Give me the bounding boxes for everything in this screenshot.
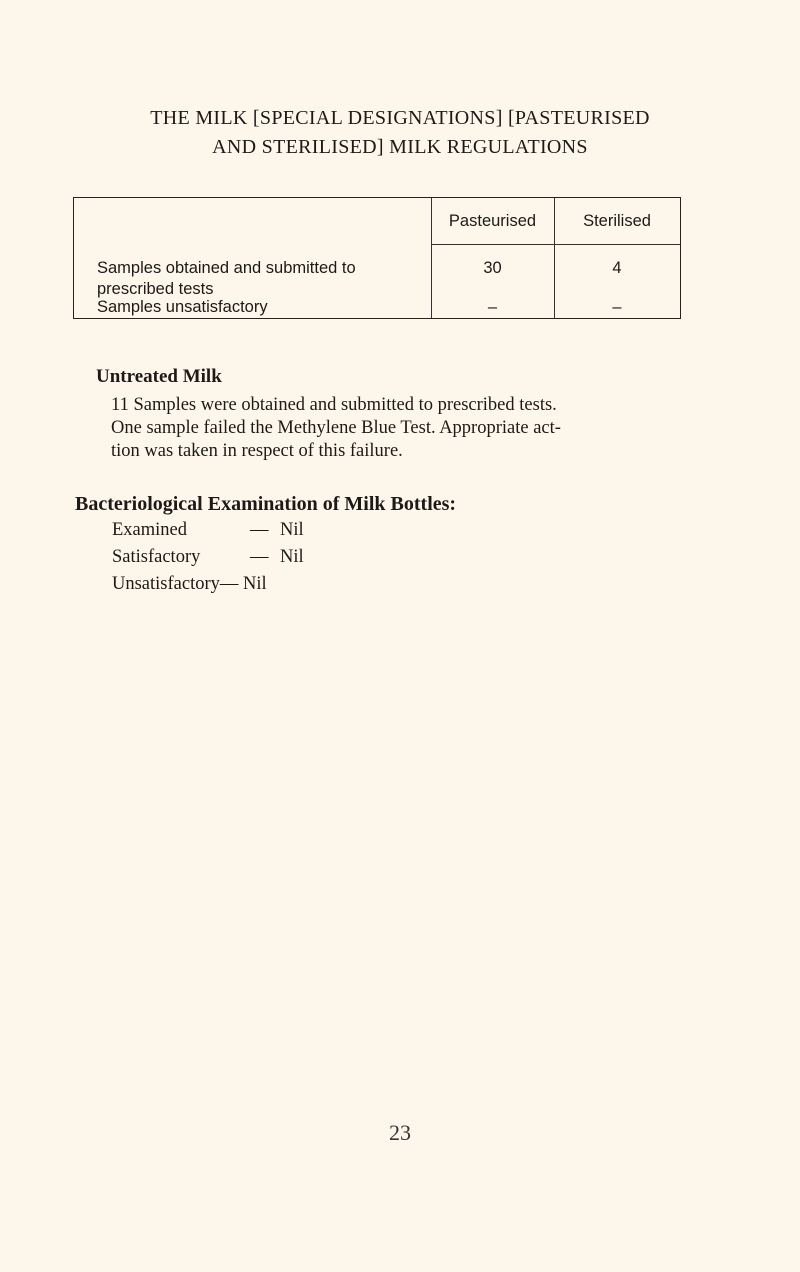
- exam-value: Nil: [243, 574, 267, 594]
- untreated-milk-paragraph: [111, 394, 671, 463]
- cell-unsatisfactory-sterilised: –: [612, 298, 622, 316]
- paragraph-line: One sample failed the Methylene Blue Test. Appropriate act-: [111, 418, 561, 438]
- exam-dash: —: [219, 574, 239, 594]
- row-label-samples-unsatisfactory: Samples unsatisfactory: [97, 298, 268, 316]
- samples-table: [73, 197, 681, 319]
- exam-label: Unsatisfactory: [112, 574, 220, 594]
- exam-dash: —: [250, 520, 269, 540]
- bacteriological-heading: Bacteriological Examination of Milk Bottles:: [75, 493, 457, 515]
- row-label-samples-obtained: Samples obtained and submitted to: [97, 259, 356, 277]
- exam-row-examined: [112, 520, 304, 541]
- untreated-milk-heading: Untreated Milk: [96, 366, 222, 387]
- exam-row-satisfactory: [112, 547, 304, 568]
- exam-label: Satisfactory: [112, 547, 201, 567]
- column-header-sterilised: Sterilised: [583, 212, 651, 230]
- cell-unsatisfactory-pasteurised: –: [487, 298, 498, 316]
- header-divider: [431, 244, 680, 245]
- paragraph-line: 11 Samples were obtained and submitted to prescribed tests.: [111, 395, 557, 415]
- row-label-samples-obtained-cont: prescribed tests: [97, 280, 214, 298]
- exam-dash: —: [250, 547, 269, 567]
- paragraph-line: tion was taken in respect of this failure.: [111, 441, 403, 461]
- page-title: [60, 104, 740, 162]
- title-line-2: AND STERILISED] MILK REGULATIONS: [212, 136, 588, 158]
- title-line-1: THE MILK [SPECIAL DESIGNATIONS] [PASTEURISED: [150, 107, 650, 129]
- exam-label: Examined: [112, 520, 188, 540]
- exam-value: Nil: [280, 547, 304, 567]
- page-number: 23: [389, 1120, 411, 1145]
- cell-obtained-sterilised: 4: [612, 259, 622, 277]
- exam-value: Nil: [280, 520, 304, 540]
- cell-obtained-pasteurised: 30: [483, 259, 502, 277]
- exam-row-unsatisfactory: [112, 574, 267, 595]
- column-header-pasteurised: Pasteurised: [448, 212, 537, 230]
